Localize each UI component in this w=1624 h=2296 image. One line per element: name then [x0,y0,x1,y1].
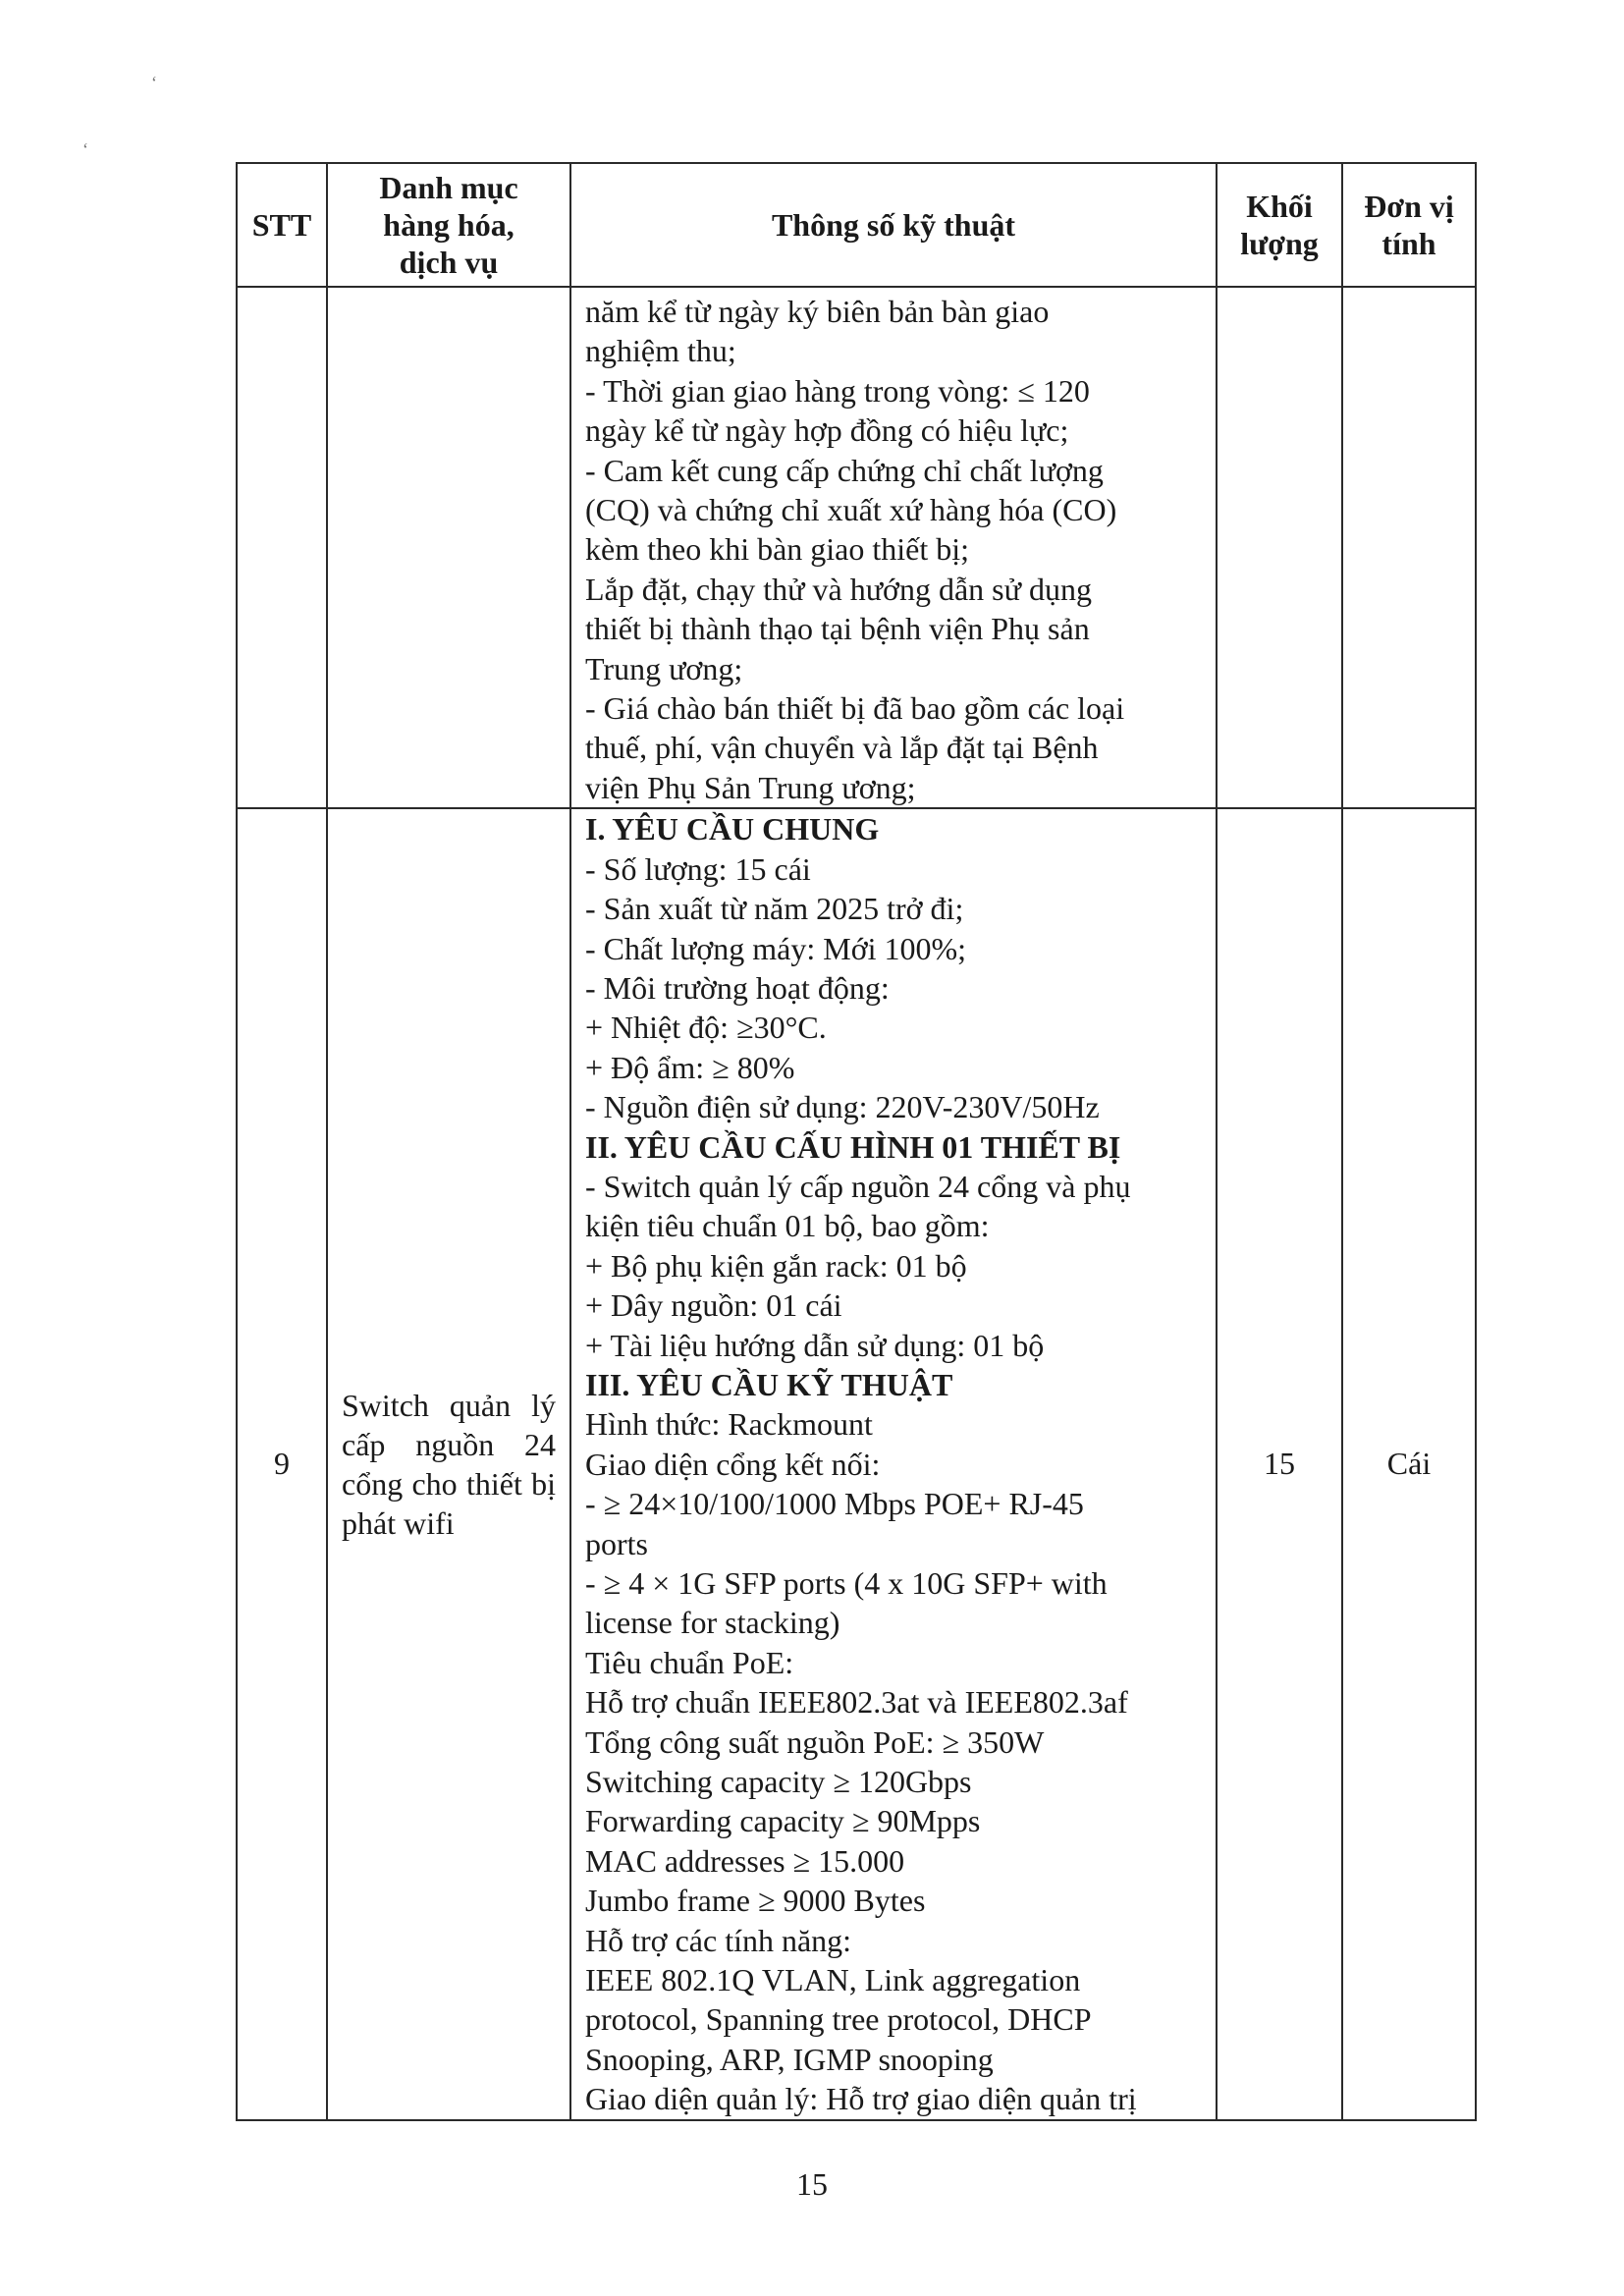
spec-line: - ≥ 4 × 1G SFP ports (4 x 10G SFP+ with [585,1565,1108,1601]
spec-line: Hỗ trợ chuẩn IEEE802.3at và IEEE802.3af [585,1684,1128,1721]
spec-line: - Số lượng: 15 cái [585,850,811,887]
spec-line: II. YÊU CẦU CẤU HÌNH 01 THIẾT BỊ [585,1128,1121,1165]
spec-line: - Nguồn điện sử dụng: 220V-230V/50Hz [585,1089,1100,1125]
cell-stt [237,287,327,808]
header-stt: STT [237,163,327,287]
spec-line: Lắp đặt, chạy thử và hướng dẫn sử dụng [585,571,1092,607]
header-item-line: Danh mục [379,170,518,205]
spec-line: (CQ) và chứng chỉ xuất xứ hàng hóa (CO) [585,492,1117,528]
spec-line: Switching capacity ≥ 120Gbps [585,1764,972,1800]
spec-line: Jumbo frame ≥ 9000 Bytes [585,1883,926,1919]
spec-line: + Bộ phụ kiện gắn rack: 01 bộ [585,1247,967,1284]
spec-line: + Độ ẩm: ≥ 80% [585,1049,795,1085]
scan-speck: ʻ [151,73,157,92]
spec-line: IEEE 802.1Q VLAN, Link aggregation [585,1962,1081,1998]
spec-line: kiện tiêu chuẩn 01 bộ, bao gồm: [585,1208,990,1244]
header-unit-line: tính [1381,226,1436,261]
cell-stt: 9 [237,808,327,2119]
spec-line: - Giá chào bán thiết bị đã bao gồm các loại [585,690,1125,727]
spec-line: kèm theo khi bàn giao thiết bị; [585,531,970,568]
cell-item: Switch quản lý cấp nguồn 24 cổng cho thiết bị phát wifi [327,808,570,2119]
spec-line: Hỗ trợ các tính năng: [585,1922,852,1958]
spec-line: - ≥ 24×10/100/1000 Mbps POE+ RJ-45 [585,1486,1084,1522]
header-qty [1217,163,1342,287]
header-spec: Thông số kỹ thuật [570,163,1217,287]
spec-line: Forwarding capacity ≥ 90Mpps [585,1803,981,1839]
spec-line: năm kể từ ngày ký biên bản bàn giao [585,294,1050,329]
page-number: 15 [796,2166,828,2202]
spec-line: ngày kể từ ngày hợp đồng có hiệu lực; [585,412,1069,449]
spec-line: ports [585,1525,648,1561]
cell-item [327,287,570,808]
table-row [237,808,1476,2119]
spec-line: MAC addresses ≥ 15.000 [585,1842,905,1879]
spec-line: Trung ương; [585,650,743,686]
spec-line: Hình thức: Rackmount [585,1406,873,1443]
spec-line: + Tài liệu hướng dẫn sử dụng: 01 bộ [585,1327,1045,1363]
header-unit-line: Đơn vị [1364,189,1454,224]
header-item-line: dịch vụ [399,245,499,280]
spec-line: thiết bị thành thạo tại bệnh viện Phụ sản [585,611,1090,647]
spec-table [236,162,1477,2121]
header-qty-line: lượng [1240,226,1319,261]
table-header-row [237,163,1476,287]
spec-line: protocol, Spanning tree protocol, DHCP [585,2001,1092,2038]
spec-line: thuế, phí, vận chuyển và lắp đặt tại Bệnh [585,730,1099,766]
spec-line: III. YÊU CẦU KỸ THUẬT [585,1366,953,1402]
spec-line: Tổng công suất nguồn PoE: ≥ 350W [585,1723,1045,1760]
spec-line: Tiêu chuẩn PoE: [585,1644,794,1680]
cell-unit [1342,287,1476,808]
spec-line: Snooping, ARP, IGMP snooping [585,2041,994,2077]
spec-line: - Cam kết cung cấp chứng chỉ chất lượng [585,452,1104,488]
header-item [327,163,570,287]
spec-line: nghiệm thu; [585,333,736,369]
table-row-continued [237,287,1476,808]
spec-line: - Môi trường hoạt động: [585,969,890,1006]
spec-line: - Sản xuất từ năm 2025 trở đi; [585,891,964,927]
spec-line: - Chất lượng máy: Mới 100%; [585,930,967,966]
spec-line: license for stacking) [585,1605,840,1641]
cell-unit: Cái [1342,808,1476,2119]
spec-line: Giao diện quản lý: Hỗ trợ giao diện quản trị [585,2081,1137,2117]
cell-spec [570,808,1217,2119]
cell-qty [1217,287,1342,808]
spec-line: Giao diện cổng kết nối: [585,1446,881,1482]
header-unit [1342,163,1476,287]
spec-line: + Nhiệt độ: ≥30°C. [585,1010,827,1046]
spec-line: + Dây nguồn: 01 cái [585,1287,842,1324]
header-qty-line: Khối [1246,189,1313,224]
spec-line: I. YÊU CẦU CHUNG [585,811,880,847]
cell-spec [570,287,1217,808]
spec-line: viện Phụ Sản Trung ương; [585,769,916,805]
cell-qty: 15 [1217,808,1342,2119]
spec-line: - Thời gian giao hàng trong vòng: ≤ 120 [585,372,1090,409]
scan-speck: ʻ [82,139,88,159]
header-item-line: hàng hóa, [383,207,514,243]
spec-line: - Switch quản lý cấp nguồn 24 cổng và phụ [585,1168,1131,1204]
